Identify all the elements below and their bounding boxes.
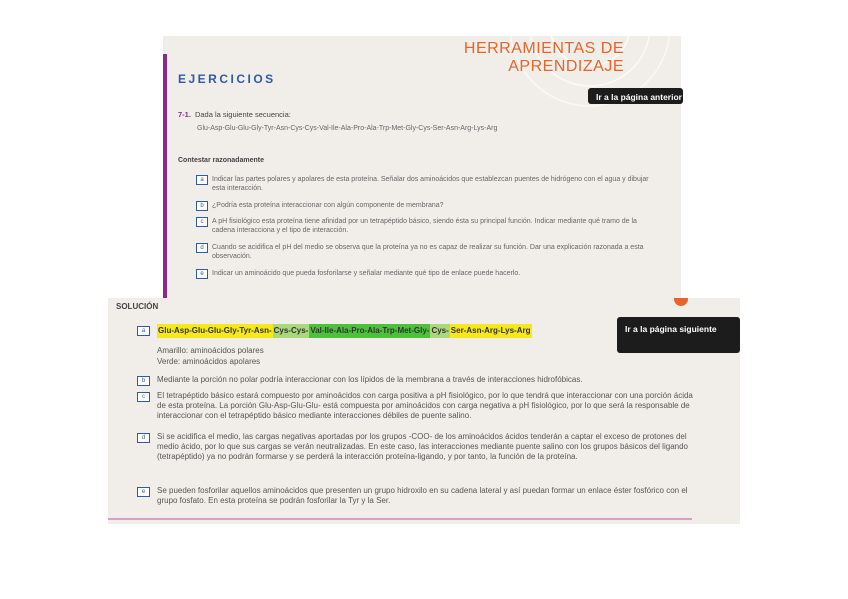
bottom-divider (108, 518, 692, 520)
brand-title (464, 40, 624, 76)
question-text: Indicar las partes polares y apolares de esta proteína. Señalar dos aminoácidos que establezcan puentes de hidrógeno con el agua y dibujar esta interacción. (212, 176, 649, 192)
answer-text: Si se acidifica el medio, las cargas negativas aportadas por los grupos -COO- de los aminoácidos ácidos tenderán a captar el exceso de protones del medio ácido, por lo que sus cargas se verán neutralizadas. En este caso, las interacciones mediante puente salino con los grupos básicos del ligando (tetrapéptido) ya no podrán formarse y se perderá la interacción proteína-ligando, y por tanto, la función de la proteína. (157, 432, 688, 461)
exercise-number: 7-1. (178, 110, 191, 119)
question-c (196, 217, 656, 235)
question-letter: e (196, 269, 208, 279)
question-text: A pH fisiológico esta proteína tiene afinidad por un tetrapéptido básico, siendo ésta su principal función. Indicar mediante qué tramo de la cadena interacciona y el tipo de interacción. (212, 218, 637, 234)
exercise-title (178, 110, 291, 119)
brand-line-2: APRENDIZAJE (508, 58, 624, 75)
highlighted-sequence (157, 324, 532, 338)
answer-b (137, 375, 697, 385)
sequence-segment-cys-2: Cys- (430, 324, 449, 338)
question-letter: c (196, 217, 208, 227)
question-text: Cuando se acidifica el pH del medio se observa que la proteína ya no es capaz de realizar su función. Dar una explicación razonada a esta observación. (212, 244, 644, 260)
question-text: Indicar un aminoácido que pueda fosforilarse y señalar mediante qué tipo de enlace puede hacerlo. (212, 270, 521, 277)
solution-title: SOLUCIÓN (116, 302, 159, 311)
brand-line-1: HERRAMIENTAS DE (463, 40, 624, 57)
sequence-segment-polar-2: Ser-Asn-Arg-Lys-Arg (450, 324, 532, 338)
question-letter: b (196, 201, 208, 211)
answer-letter: b (137, 376, 150, 386)
accent-bar (163, 54, 167, 298)
previous-page-button[interactable]: Ir a la página anterior (588, 88, 683, 104)
sequence-segment-apolar: Val-Ile-Ala-Pro-Ala-Trp-Met-Gly- (309, 324, 430, 338)
answer-text: Se pueden fosforilar aquellos aminoácidos que presenten un grupo hidroxilo en su cadena lateral y así puedan formar un enlace éster fosfórico con el grupo fosfato. En esta proteína se podrán fosforilar la Tyr y la Ser. (157, 486, 688, 505)
answer-d (137, 432, 697, 462)
sequence-segment-polar-1: Glu-Asp-Glu-Glu-Gly-Tyr-Asn- (157, 324, 273, 338)
answer-letter: e (137, 487, 150, 497)
question-letter: a (196, 175, 208, 185)
answer-letter: d (137, 433, 150, 443)
question-b (196, 201, 656, 210)
question-a (196, 175, 656, 193)
answer-text: El tetrapéptido básico estará compuesto por aminoácidos con carga positiva a pH fisiológico, por lo que tendrá que interaccionar con una porción ácida de esta proteína. La porción Glu-Asp-Glu-Glu- está compuesta por aminoácidos con carga negativa a pH fisiológico, por lo que será la responsable de interaccionar con el tetrapéptido básico mediante interacciones débiles de puente salino. (157, 391, 693, 420)
section-heading: EJERCICIOS (178, 72, 276, 86)
question-letter: d (196, 243, 208, 253)
exercise-sequence: Glu-Asp-Glu-Glu-Gly-Tyr-Asn-Cys-Cys-Val-Ile-Ala-Pro-Ala-Trp-Met-Gly-Cys-Ser-Asn-Arg-Lys-Arg (197, 125, 498, 132)
question-text: ¿Podría esta proteína interaccionar con algún componente de membrana? (212, 202, 444, 209)
answer-letter: c (137, 392, 150, 402)
legend-yellow: Amarillo: aminoácidos polares (157, 346, 264, 355)
answer-letter: a (137, 326, 150, 336)
legend-green: Verde: aminoácidos apolares (157, 357, 261, 366)
answer-text: Mediante la porción no polar podría interaccionar con los lípidos de la membrana a través de interacciones hidrofóbicas. (157, 375, 583, 384)
next-page-button[interactable]: Ir a la página siguiente (617, 317, 740, 353)
sequence-segment-cys-1: Cys-Cys- (273, 324, 310, 338)
question-e (196, 269, 656, 278)
question-d (196, 243, 656, 261)
exercise-instruction: Contestar razonadamente (178, 157, 264, 164)
exercise-prompt: Dada la siguiente secuencia: (194, 110, 291, 119)
answer-e (137, 486, 697, 506)
answer-c (137, 391, 697, 421)
